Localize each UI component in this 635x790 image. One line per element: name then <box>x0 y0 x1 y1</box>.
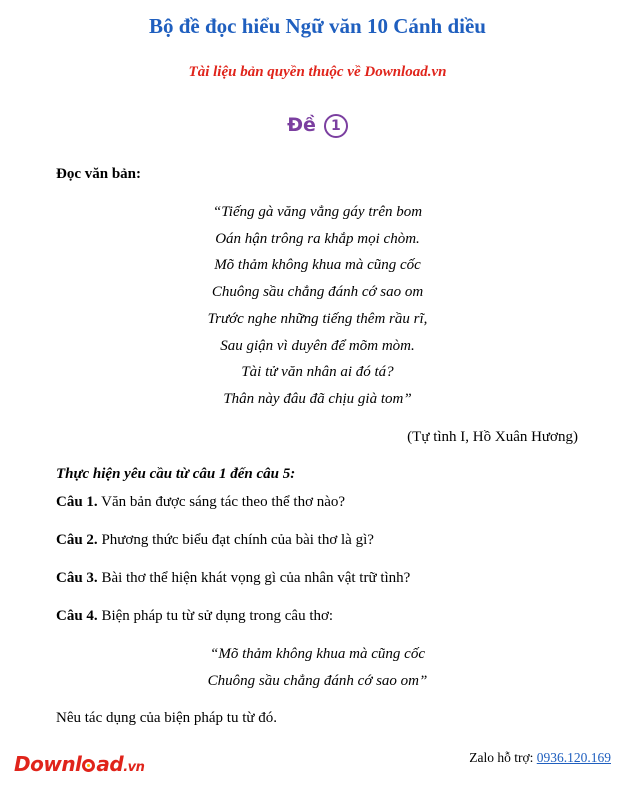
zalo-support <box>469 750 611 766</box>
exam-label: Đề <box>287 114 316 136</box>
question-number: Câu 2. <box>56 532 98 548</box>
question-number: Câu 4. <box>56 608 98 624</box>
download-logo[interactable] <box>14 752 144 776</box>
zalo-phone-link[interactable]: 0936.120.169 <box>536 750 611 765</box>
zalo-label: Zalo hỗ trợ: <box>469 750 537 765</box>
question-1 <box>56 494 345 511</box>
logo-o-icon <box>82 759 95 772</box>
exam-number-badge: 1 <box>324 114 348 138</box>
poem-line: Sau giận vì duyên để mõm mòm. <box>220 337 415 354</box>
quote-line: Chuông sầu chẳng đánh cớ sao om” <box>207 672 428 689</box>
question-text: Biện pháp tu từ sử dụng trong câu thơ: <box>97 608 334 624</box>
quote-line: “Mõ thảm không khua mà cũng cốc <box>210 646 425 662</box>
logo-text-suffix: ad <box>96 752 124 776</box>
question-number: Câu 1. <box>56 494 98 510</box>
logo-text-prefix: Downl <box>14 752 82 776</box>
question-3 <box>56 570 410 587</box>
exam-heading <box>0 114 635 138</box>
poem-line: “Tiếng gà văng vẳng gáy trên bom <box>212 204 423 220</box>
copyright-notice: Tài liệu bản quyền thuộc về Download.vn <box>188 64 447 80</box>
question-4-followup: Nêu tác dụng của biện pháp tu từ đó. <box>56 710 277 726</box>
quoted-verse <box>0 641 635 694</box>
question-text: Văn bản được sáng tác theo thể thơ nào? <box>97 494 346 510</box>
question-2 <box>56 532 374 549</box>
logo-tld: .vn <box>123 760 145 775</box>
poem-line: Tài tử văn nhân ai đó tá? <box>241 364 394 381</box>
poem <box>0 199 635 413</box>
question-text: Phương thức biểu đạt chính của bài thơ là gì? <box>97 532 374 548</box>
reading-label: Đọc văn bản: <box>56 166 142 182</box>
question-text: Bài thơ thể hiện khát vọng gì của nhân vật trữ tình? <box>97 570 411 586</box>
question-4 <box>56 608 333 625</box>
document-title: Bộ đề đọc hiểu Ngữ văn 10 Cánh diều <box>148 14 486 38</box>
poem-source: (Tự tình I, Hồ Xuân Hương) <box>407 429 578 445</box>
poem-line: Mõ thảm không khua mà cũng cốc <box>214 257 421 274</box>
task-instructions: Thực hiện yêu cầu từ câu 1 đến câu 5: <box>56 466 296 482</box>
poem-line: Chuông sầu chẳng đánh cớ sao om <box>211 284 424 301</box>
poem-line: Thân này đâu đã chịu già tom” <box>223 390 412 407</box>
poem-line: Trước nghe những tiếng thêm rầu rĩ, <box>207 310 428 327</box>
question-number: Câu 3. <box>56 570 98 586</box>
poem-line: Oán hận trông ra khắp mọi chòm. <box>215 230 420 247</box>
